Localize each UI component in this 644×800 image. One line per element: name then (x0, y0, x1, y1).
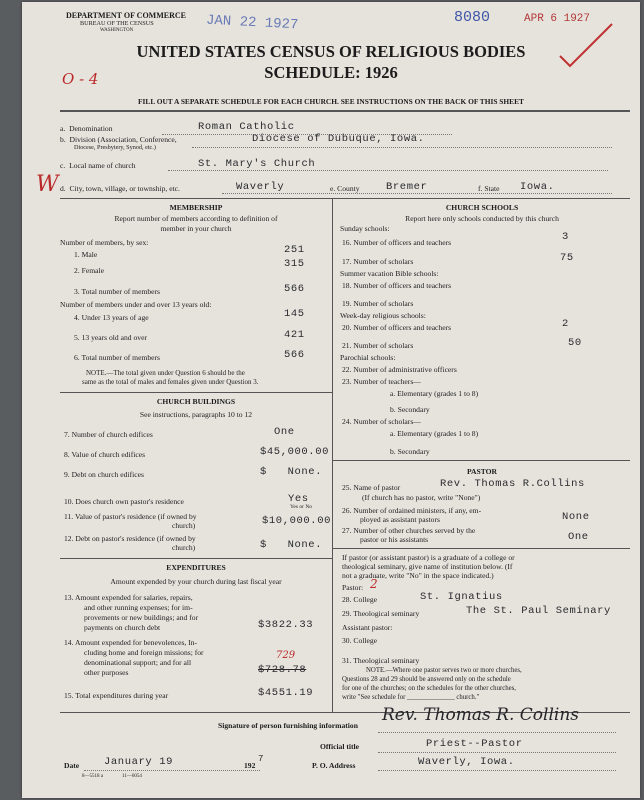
label: a. Elementary (grades 1 to 8) (390, 429, 479, 438)
form-instruction: FILL OUT A SEPARATE SCHEDULE FOR EACH CHURCH. SEE INSTRUCTIONS ON THE BACK OF THIS SHEET (138, 97, 524, 106)
label: Number of members, by sex: (60, 238, 149, 247)
city-value: Waverly (236, 181, 285, 193)
value: $45,000.00 (260, 446, 330, 458)
divider (60, 392, 332, 393)
label-b: b. Division (Association, Conference, (60, 135, 177, 144)
form-subtitle: SCHEDULE: 1926 (264, 63, 398, 82)
label: and other running expenses; for im- (84, 603, 193, 612)
ink-mark: 2 (370, 577, 378, 591)
label: 4. Under 13 years of age (74, 313, 149, 322)
value: $3822.33 (258, 619, 314, 631)
label: 26. Number of ordained ministers, if any, em- (342, 506, 482, 515)
divider (60, 198, 630, 199)
label: 23. Number of teachers— (342, 377, 421, 386)
value: 75 (560, 252, 574, 264)
expenditures-sub: Amount expended by your church during last fiscal year (110, 577, 282, 586)
buildings-heading: CHURCH BUILDINGS (156, 397, 236, 406)
fill-line (222, 193, 612, 194)
value: $ None. (260, 539, 323, 551)
label: b. Secondary (390, 405, 430, 414)
form-number: 11—6054 (122, 774, 142, 779)
year-value: 7 (258, 754, 265, 764)
value: One (274, 426, 295, 438)
label: pastor or his assistants (360, 535, 429, 544)
value: $4551.19 (258, 687, 314, 699)
label: Sunday schools: (340, 224, 390, 233)
fill-line (378, 752, 616, 753)
label: other purposes (84, 668, 129, 677)
form-number: 8—5518 a (82, 774, 103, 779)
census-schedule-page (22, 2, 640, 798)
label: 30. College (342, 636, 378, 645)
dept-name: DEPARTMENT OF COMMERCE (66, 11, 187, 20)
label: 24. Number of scholars— (342, 417, 421, 426)
label: provements or new buildings; and for (84, 613, 199, 622)
date-value: January 19 (104, 756, 174, 768)
label: (If church has no pastor, write "None") (362, 493, 481, 502)
label: 27. Number of other churches served by the (342, 526, 476, 535)
label: 10. Does church own pastor's residence (64, 497, 184, 506)
address-value: Waverly, Iowa. (418, 756, 515, 768)
fill-line (84, 770, 260, 771)
bureau-city: WASHINGTON (100, 28, 134, 33)
church-name-value: St. Mary's Church (198, 158, 316, 170)
value: 315 (284, 258, 305, 270)
label: 18. Number of officers and teachers (342, 281, 452, 290)
divider (60, 110, 630, 112)
label: 12. Debt on pastor's residence (if owned by (64, 534, 196, 543)
label: 6. Total number of members (74, 353, 161, 362)
label: 28. College (342, 595, 378, 604)
date-stamp: APR 6 1927 (524, 13, 591, 25)
schedule-number: 8080 (454, 9, 491, 26)
label: 9. Debt on church edifices (64, 470, 144, 479)
value: Yes (288, 493, 309, 505)
label: 20. Number of officers and teachers (342, 323, 452, 332)
label: 17. Number of scholars (342, 257, 414, 266)
buildings-sub: See instructions, paragraphs 10 to 12 (139, 410, 253, 419)
schools-intro: Report here only schools conducted by this church (405, 214, 559, 223)
label: 3. Total number of members (74, 287, 161, 296)
label: 19. Number of scholars (342, 299, 414, 308)
signature-label: Signature of person furnishing information (218, 721, 358, 730)
value: One (568, 531, 589, 543)
label: 5. 13 years old and over (74, 333, 147, 342)
label: Parochial schools: (340, 353, 396, 362)
bureau-name: BUREAU OF THE CENSUS (80, 20, 154, 27)
label: 16. Number of officers and teachers (342, 238, 452, 247)
membership-heading: MEMBERSHIP (169, 203, 223, 212)
fill-line (378, 732, 616, 733)
label: payments on church debt (84, 623, 161, 632)
label: a. Elementary (grades 1 to 8) (390, 389, 479, 398)
date-label: Date (64, 761, 80, 770)
margin-mark: O - 4 (62, 70, 99, 88)
label: 2. Female (74, 266, 104, 275)
divider (332, 548, 630, 549)
value: 2 (562, 318, 569, 330)
label-a: a. Denomination (60, 124, 113, 133)
value: 145 (284, 308, 305, 320)
year-prefix: 192 (244, 761, 256, 770)
label: church) (172, 543, 196, 552)
label: 11. Value of pastor's residence (if owned by (64, 512, 197, 521)
label: 1. Male (74, 250, 98, 259)
label-b2: Diocese, Presbytery, Synod, etc.) (74, 144, 156, 151)
label: 14. Amount expended for benevolences, In- (64, 638, 198, 647)
note: same as the total of males and females given under Question 3. (82, 378, 259, 386)
title-label: Official title (320, 742, 360, 751)
label: church) (172, 521, 196, 530)
state-value: Iowa. (520, 181, 555, 193)
schools-heading: CHURCH SCHOOLS (445, 203, 519, 212)
value: $ None. (260, 466, 323, 478)
pastor-name-value: Rev. Thomas R.Collins (440, 478, 585, 490)
form-title: UNITED STATES CENSUS OF RELIGIOUS BODIES (136, 42, 526, 61)
denomination-value: Roman Catholic (198, 121, 295, 133)
value: 3 (562, 231, 569, 243)
column-divider (332, 198, 333, 712)
label: 8. Value of church edifices (64, 450, 146, 459)
label-e: e. County (330, 184, 360, 193)
label: 22. Number of administrative officers (342, 365, 457, 374)
divider (60, 558, 332, 559)
value: 50 (568, 337, 582, 349)
value: $10,000.00 (262, 515, 332, 527)
label: b. Secondary (390, 447, 430, 456)
label: If pastor (or assistant pastor) is a graduate of a college or (342, 553, 515, 562)
label: 25. Name of pastor (342, 483, 401, 492)
value: 566 (284, 349, 305, 361)
divider (332, 460, 630, 461)
label: 21. Number of scholars (342, 341, 414, 350)
title-value: Priest--Pastor (426, 738, 523, 750)
seminary-value: The St. Paul Seminary (466, 605, 611, 617)
label: Number of members under and over 13 years old: (60, 300, 212, 309)
label: 29. Theological seminary (342, 609, 420, 618)
label: not a graduate, write "No" in the space indicated.) (342, 571, 494, 580)
college-value: St. Ignatius (420, 591, 503, 603)
label: 7. Number of church edifices (64, 430, 153, 439)
fill-line (192, 147, 612, 148)
division-value: Diocese of Dubuque, Iowa. (252, 133, 425, 145)
label: 13. Amount expended for salaries, repairs, (64, 593, 193, 602)
margin-w: W (36, 172, 59, 197)
expenditures-heading: EXPENDITURES (166, 563, 226, 572)
pastor-heading: PASTOR (466, 467, 498, 476)
yes-no-hint: Yes or No (290, 504, 313, 510)
value: $728.78 (258, 664, 307, 676)
label: ployed as assistant pastors (360, 515, 440, 524)
label-c: c. Local name of church (60, 161, 136, 170)
label: theological seminary, give name of institution below. (If (342, 562, 513, 571)
value: 566 (284, 283, 305, 295)
note: NOTE.—The total given under Question 6 should be the (86, 369, 245, 377)
note: for one of the churches; on the schedules for the other churches, (342, 685, 517, 692)
label: cluding home and foreign missions; for (84, 648, 204, 657)
received-stamp: JAN 22 1927 (205, 12, 299, 34)
county-value: Bremer (386, 181, 428, 193)
fill-line (168, 170, 608, 171)
membership-intro: Report number of members according to definition of (114, 214, 278, 223)
label: denominational support; and for all (84, 658, 192, 667)
address-label: P. O. Address (312, 761, 356, 770)
note: Questions 28 and 29 should be answered only on the schedule (342, 676, 511, 683)
note: write "See schedule for ______________ church." (342, 694, 480, 701)
label-d: d. City, town, village, or township, etc. (60, 184, 180, 193)
note: NOTE.—Where one pastor serves two or more churches, (366, 667, 522, 674)
signature: Rev. Thomas R. Collins (382, 705, 579, 725)
membership-intro: member in your church (160, 224, 232, 233)
label: Week-day religious schools: (340, 311, 426, 320)
label: Pastor: (342, 583, 364, 592)
value: 421 (284, 329, 305, 341)
ink-correction: 729 (276, 650, 296, 661)
value: 251 (284, 244, 305, 256)
label: 31. Theological seminary (342, 656, 420, 665)
label: 15. Total expenditures during year (64, 691, 169, 700)
label: Assistant pastor: (342, 623, 393, 632)
value: None (562, 511, 590, 523)
label-f: f. State (478, 184, 500, 193)
label: Summer vacation Bible schools: (340, 269, 439, 278)
fill-line (378, 770, 616, 771)
